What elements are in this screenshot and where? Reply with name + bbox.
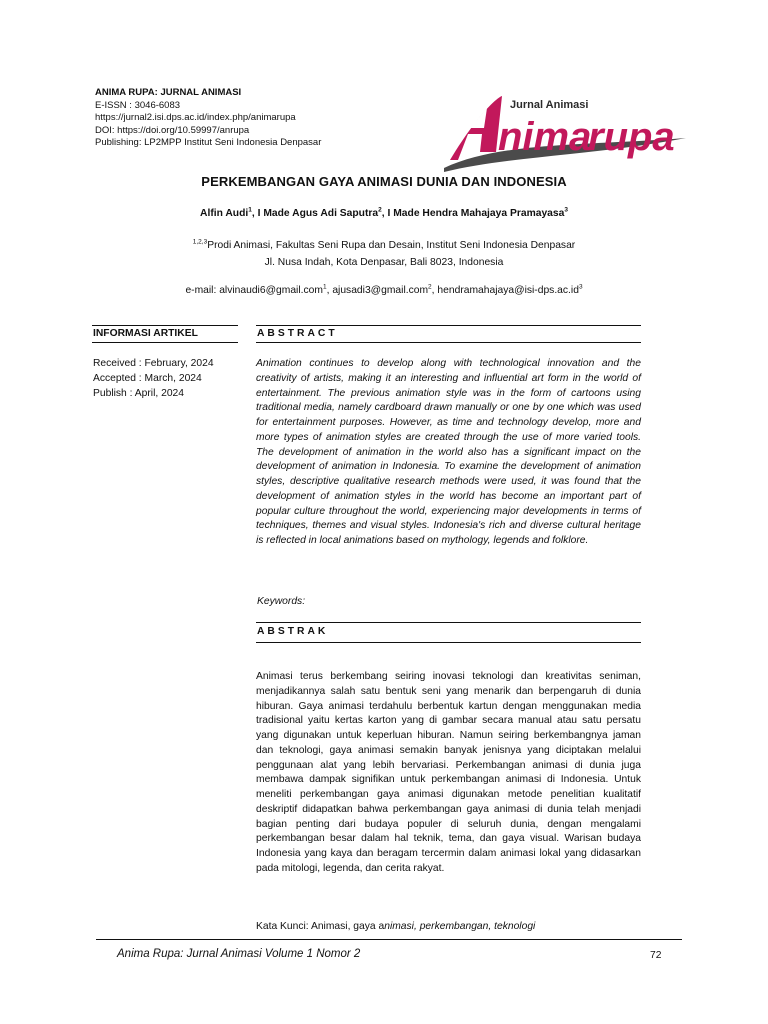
article-title: PERKEMBANGAN GAYA ANIMASI DUNIA DAN INDONESIA bbox=[201, 174, 567, 189]
keywords-label: Keywords: bbox=[257, 596, 306, 607]
email-sup: 2 bbox=[428, 283, 432, 291]
kata-kunci-italic: nimasi, perkembangan, teknologi bbox=[384, 921, 536, 932]
info-heading: INFORMASI ARTIKEL bbox=[93, 328, 198, 339]
journal-name: ANIMA RUPA: JURNAL ANIMASI bbox=[95, 87, 242, 98]
abstrak-bottom-rule bbox=[256, 642, 641, 643]
kata-kunci-prefix: Kata Kunci: Animasi, gaya a bbox=[256, 921, 385, 932]
received-date: Received : February, 2024 bbox=[93, 358, 214, 369]
publish-date: Publish : April, 2024 bbox=[93, 387, 185, 399]
affiliation-sup: 1,2,3 bbox=[192, 238, 208, 246]
author-name: I Made Hendra Mahajaya Pramayasa bbox=[387, 208, 565, 219]
info-bottom-rule bbox=[92, 342, 238, 343]
author-sup: 2 bbox=[378, 206, 382, 214]
logo-tagline: Jurnal Animasi bbox=[510, 99, 589, 111]
journal-info bbox=[95, 87, 321, 150]
logo-word-a: nima bbox=[498, 115, 592, 159]
email-sup: 1 bbox=[322, 283, 327, 291]
email-link[interactable]: alvinaudi6@gmail.com bbox=[219, 285, 323, 296]
accepted-date: Accepted : March, 2024 bbox=[93, 372, 202, 384]
page-number: 72 bbox=[650, 950, 662, 961]
email-sup: 3 bbox=[578, 283, 583, 291]
abstrak-top-rule bbox=[256, 622, 641, 623]
email-link[interactable]: ajusadi3@gmail.com bbox=[332, 285, 429, 296]
authors-line: Alfin Audi$^1$, I Made Agus Adi Saputra$^2$, I Made Hendra Mahajaya Pramayasa$^3$ bbox=[200, 206, 568, 219]
abstrak-text: Animasi terus berkembang seiring inovasi teknologi dan kreativitas seniman, menjadikannya salah satu bentuk seni yang menarik dan berpengaruh di dunia hiburan. Gaya animasi terdahulu berbentuk kartun dengan menggunakan media tradisional yaitu kertas karton yang di gambar secara manual atau satu persatu yang digunakan untuk keperluan hiburan. Namun seiring berkembangnya jaman dan teknologi, gaya animasi semakin banyak jenisnya yang diciptakan melalui penggunaan alat yang lebih bervariasi. Perkembangan animasi di dunia juga membawa dampak signifikan untuk perkembangan animasi di Indonesia. Untuk meneliti perkembangan gaya animasi digunakan metode penelitian kualitatif deskriptif didapatkan bahwa perkembangan gaya animasi di dunia telah menjadi bagian penting dari budaya populer di seluruh dunia, dengan mengalami perkembangan besar dalam hal teknik, tema, dan gaya visual. Warisan budaya Indonesia yang kaya dan beragam tercermin dalam animasi lokal yang didasarkan pada mitologi, legenda, dan cerita rakyat. bbox=[256, 671, 641, 874]
abstract-bottom-rule bbox=[256, 342, 641, 343]
footer-rule bbox=[96, 939, 682, 940]
article-dates bbox=[93, 357, 214, 401]
kata-kunci bbox=[256, 921, 535, 932]
journal-publishing: Publishing: LP2MPP Institut Seni Indonesia Denpasar bbox=[95, 137, 322, 149]
author-name: I Made Agus Adi Saputra bbox=[257, 208, 379, 219]
affiliation-line1: Prodi Animasi, Fakultas Seni Rupa dan Desain, Institut Seni Indonesia Denpasar bbox=[207, 240, 576, 251]
affiliation-line2: Jl. Nusa Indah, Kota Denpasar, Bali 8023, Indonesia bbox=[264, 256, 504, 268]
email-link[interactable]: hendramahajaya@isi-dps.ac.id bbox=[437, 285, 579, 296]
journal-url[interactable]: https://jurnal2.isi.dps.ac.id/index.php/animarupa bbox=[95, 112, 296, 124]
abstrak-heading: ABSTRAK bbox=[257, 626, 329, 637]
footer-journal: Anima Rupa: Jurnal Animasi Volume 1 Nomor 2 bbox=[117, 948, 361, 960]
affiliation bbox=[0, 238, 768, 271]
info-top-rule bbox=[92, 325, 238, 326]
abstract-heading: ABSTRACT bbox=[257, 328, 338, 339]
logo-word-b: rupa bbox=[588, 115, 675, 159]
author-name: Alfin Audi bbox=[200, 208, 249, 219]
abstract-top-rule bbox=[256, 325, 641, 326]
author-sup: 3 bbox=[564, 206, 568, 214]
journal-eissn: E-ISSN : 3046-6083 bbox=[95, 99, 181, 111]
animarupa-logo bbox=[440, 90, 690, 172]
author-sup: 1 bbox=[248, 206, 252, 214]
email-prefix: e-mail: bbox=[185, 285, 220, 296]
abstract-text: Animation continues to develop along with technological innovation and the creativity of artists, making it an interesting and influential art form in the world of entertainment. The previous animation style was in the form of cartoons using traditional media, namely cardboard drawn manually or one by one which was used for entertainment purposes. However, as time and technology develop, more and more types of animation styles are created through the use of more varied tools. The development of animation in the world also has a significant impact on the development of animation in Indonesia. To examine the development of animation styles, descriptive qualitative research methods were used, it was found that the development of animation styles in the world has become an important part of popular culture throughout the world, experiencing major developments in terms of techniques, themes and visual styles. Indonesia's rich and diverse cultural heritage is reflected in local animations based on mythology, legends and folklore. bbox=[256, 358, 641, 546]
journal-doi[interactable]: DOI: https://doi.org/10.59997/anrupa bbox=[95, 124, 250, 136]
email-line: e-mail: alvinaudi6@gmail.com$^1$, ajusadi3@gmail.com$^2$, $hendramahajaya@isi-dps.ac.id^3$ bbox=[185, 283, 583, 296]
